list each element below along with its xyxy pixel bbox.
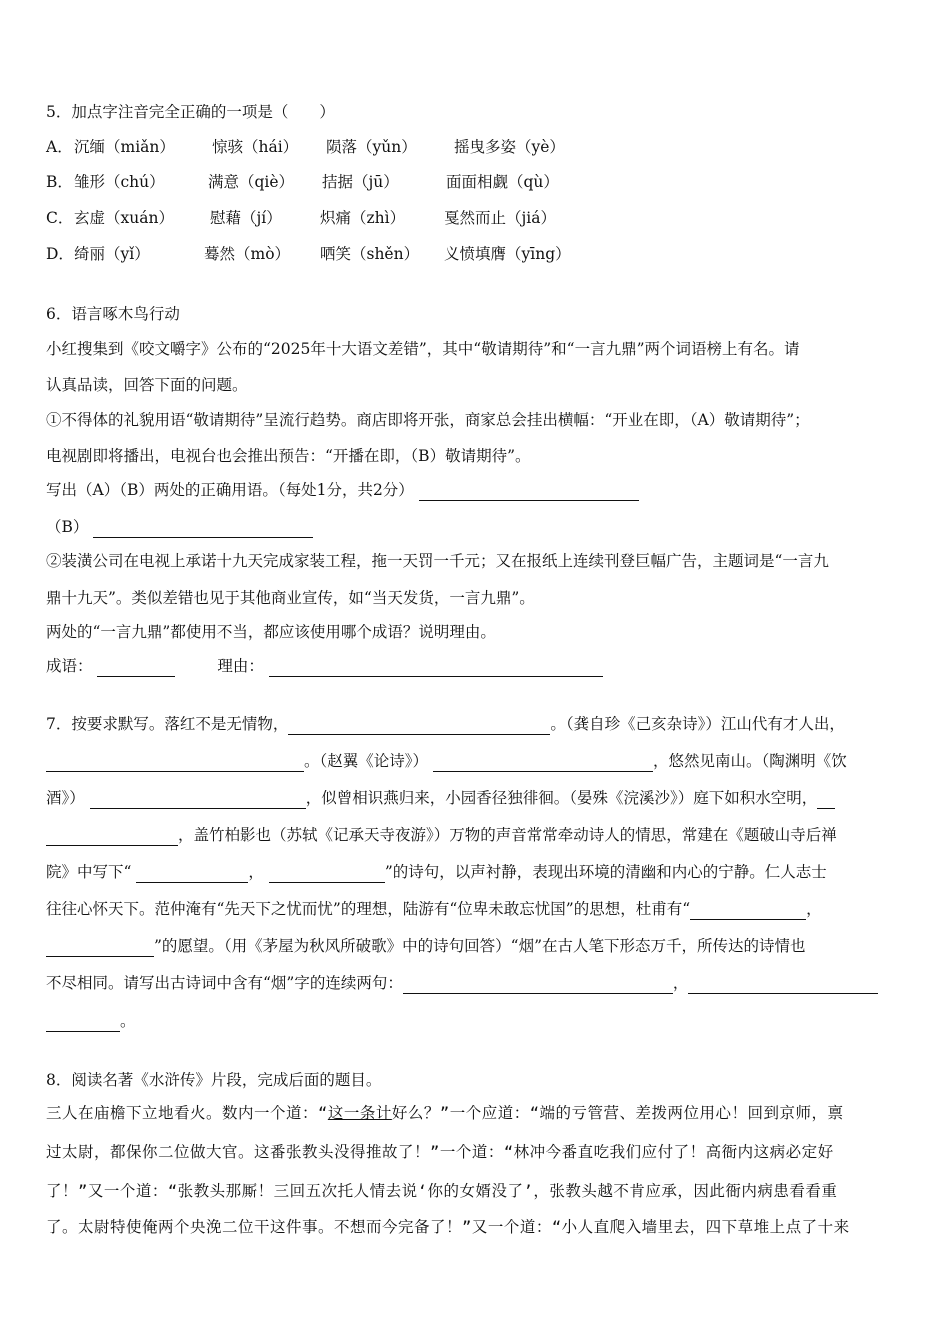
q5-option-item: 陨落（yǔn） xyxy=(326,138,417,156)
answer-blank[interactable] xyxy=(90,792,306,809)
q7-text: ，盖竹柏影也（苏轼《记承天寺夜游》）万物的声音常常牵动诗人的情思，常建在《题破山寺后禅 xyxy=(178,826,837,844)
answer-blank-b[interactable] xyxy=(93,521,313,538)
q6-paragraph-1: 电视剧即将播出，电视台也会推出预告：“开播在即，（B）敬请期待”。 xyxy=(46,447,531,465)
answer-blank[interactable] xyxy=(690,903,806,920)
q5-option-item: 蓦然（mò） xyxy=(204,245,291,263)
q8-text-line: 过太尉，都保你二位做大官。这番张教头没得推故了！”一个道：“林冲今番直吃我们应付了！高衙内这病必定好 xyxy=(46,1143,834,1161)
q7-line xyxy=(46,898,822,920)
q5-option-label: A． xyxy=(46,138,73,156)
q5-option-item: 摇曳多姿（yè） xyxy=(454,138,565,156)
q6-title: 6．语言啄木鸟行动 xyxy=(46,305,180,323)
q7-text: 往往心怀天下。范仲淹有“先天下之忧而忧”的理想，陆游有“位卑未敢忘忧国”的思想，杜甫有“ xyxy=(46,900,691,918)
q8-text-line xyxy=(46,1102,844,1124)
q6-paragraph-1: ①不得体的礼貌用语“敬请期待”呈流行趋势。商店即将开张，商家总会挂出横幅：“开业在即，（A）敬请期待”； xyxy=(46,411,810,429)
q6-intro-line: 认真品读，回答下面的问题。 xyxy=(46,376,248,394)
answer-blank[interactable] xyxy=(269,866,385,883)
q5-option-item: 绮丽（yǐ） xyxy=(74,245,150,263)
q5-option-item: 惊骇（hái） xyxy=(212,138,299,156)
q5-option-item: 戛然而止（jiá） xyxy=(444,209,557,227)
q7-line xyxy=(46,713,845,735)
answer-blank[interactable] xyxy=(688,977,878,994)
q6-intro-line: 小红搜集到《咬文嚼字》公布的“2025年十大语文差错”，其中“敬请期待”和“一言九鼎”两个词语榜上有名。请 xyxy=(46,340,800,358)
q7-line xyxy=(46,935,806,957)
q7-line xyxy=(46,750,847,772)
q8-underlined-phrase: 这一条计 xyxy=(327,1104,392,1122)
q7-line xyxy=(46,787,835,809)
q8-text-line: 了！”又一个道：“张教头那厮！三回五次托人情去说‘你的女婿没了’，张教头越不肯应承，因此衙内病患看看重 xyxy=(46,1182,838,1200)
q7-text: ， xyxy=(806,900,822,918)
q5-option-item: 玄虚（xuán） xyxy=(74,209,174,227)
q7-line xyxy=(46,972,878,994)
q5-stem: 5．加点字注音完全正确的一项是（ ） xyxy=(46,103,335,121)
q7-text: ”的愿望。（用《茅屋为秋风所破歌》中的诗句回答）“烟”在古人笔下形态万千，所传达的诗情也 xyxy=(154,937,806,955)
answer-blank[interactable] xyxy=(403,977,673,994)
q5-option-item: 慰藉（jí） xyxy=(210,209,282,227)
q5-option-item: 拮据（jū） xyxy=(322,173,399,191)
q6-question-1 xyxy=(46,479,639,501)
q5-option-label: C． xyxy=(46,209,74,227)
q7-text: 7．按要求默写。落红不是无情物， xyxy=(46,715,289,733)
q7-text: ”的诗句，以声衬静，表现出环境的清幽和内心的宁静。仁人志士 xyxy=(384,863,827,881)
answer-blank[interactable] xyxy=(288,718,550,735)
q8-title: 8．阅读名著《水浒传》片段，完成后面的题目。 xyxy=(46,1071,382,1089)
q7-line xyxy=(46,1010,136,1032)
q8-text-line: 了。太尉特使俺两个央浼二位干这件事。不想而今完备了！”又一个道：“小人直爬入墙里去，四下草堆上点了十来 xyxy=(46,1218,850,1236)
answer-blank[interactable] xyxy=(46,755,304,772)
q7-text: 。（龚自珍《己亥杂诗》）江山代有才人出， xyxy=(550,715,845,733)
q5-option-item: 炽痛（zhì） xyxy=(320,209,406,227)
q5-option-label: D． xyxy=(46,245,74,263)
q6-question-2: 两处的“一言九鼎”都使用不当，都应该使用哪个成语？说明理由。 xyxy=(46,623,496,641)
q8-text: 好么？”一个应道：“端的亏管营、差拨两位用心！回到京师，禀 xyxy=(391,1104,844,1122)
q7-text: ，似曾相识燕归来，小园香径独徘徊。（晏殊《浣溪沙》）庭下如积水空明， xyxy=(305,789,818,807)
q5-option-item: 满意（qiè） xyxy=(208,173,295,191)
reason-blank[interactable] xyxy=(269,660,603,677)
q5-option-item: 面面相觑（qù） xyxy=(446,173,559,191)
q7-text: ，悠然见南山。（陶渊明《饮 xyxy=(652,752,847,770)
q5-option-item: 义愤填膺（yīng） xyxy=(444,245,571,263)
q6-answer-row xyxy=(46,655,603,677)
q5-option-label: B． xyxy=(46,173,73,191)
q7-text: 不尽相同。请写出古诗词中含有“烟”字的连续两句： xyxy=(46,974,403,992)
idiom-label: 成语： xyxy=(46,657,93,675)
answer-blank-a[interactable] xyxy=(419,484,639,501)
q7-text: 。 xyxy=(120,1012,136,1030)
q6-answer-b xyxy=(46,516,313,538)
q6-paragraph-2: 鼎十九天”。类似差错也见于其他商业宣传，如“当天发货，一言九鼎”。 xyxy=(46,589,535,607)
answer-blank[interactable] xyxy=(136,866,248,883)
q7-text: 酒》） xyxy=(46,789,85,807)
answer-blank[interactable] xyxy=(46,940,154,957)
q7-text: ， xyxy=(672,974,689,992)
q5-option-item: 哂笑（shěn） xyxy=(320,245,420,263)
q6-question-1-text: 写出（A）（B）两处的正确用语。（每处1分，共2分） xyxy=(46,481,414,499)
idiom-blank[interactable] xyxy=(97,660,175,677)
reason-label: 理由： xyxy=(217,657,264,675)
answer-blank[interactable] xyxy=(817,792,835,809)
answer-blank[interactable] xyxy=(433,755,653,772)
q8-text: 三人在庙檐下立地看火。数内一个道：“ xyxy=(46,1104,328,1122)
q5-option-item: 沉缅（miǎn） xyxy=(74,138,175,156)
q7-line xyxy=(46,824,837,846)
q7-text: 。（赵翼《论诗》） xyxy=(304,752,429,770)
q7-text: ， xyxy=(248,863,264,881)
q6-paragraph-2: ②装潢公司在电视上承诺十九天完成家装工程，拖一天罚一千元；又在报纸上连续刊登巨幅广告，主题词是“一言九 xyxy=(46,552,829,570)
answer-blank[interactable] xyxy=(46,829,178,846)
answer-blank[interactable] xyxy=(46,1015,120,1032)
q7-line xyxy=(46,861,827,883)
q5-option-item: 雏形（chú） xyxy=(74,173,165,191)
answer-b-label: （B） xyxy=(46,518,89,536)
q7-text: 院》中写下“ xyxy=(46,863,132,881)
